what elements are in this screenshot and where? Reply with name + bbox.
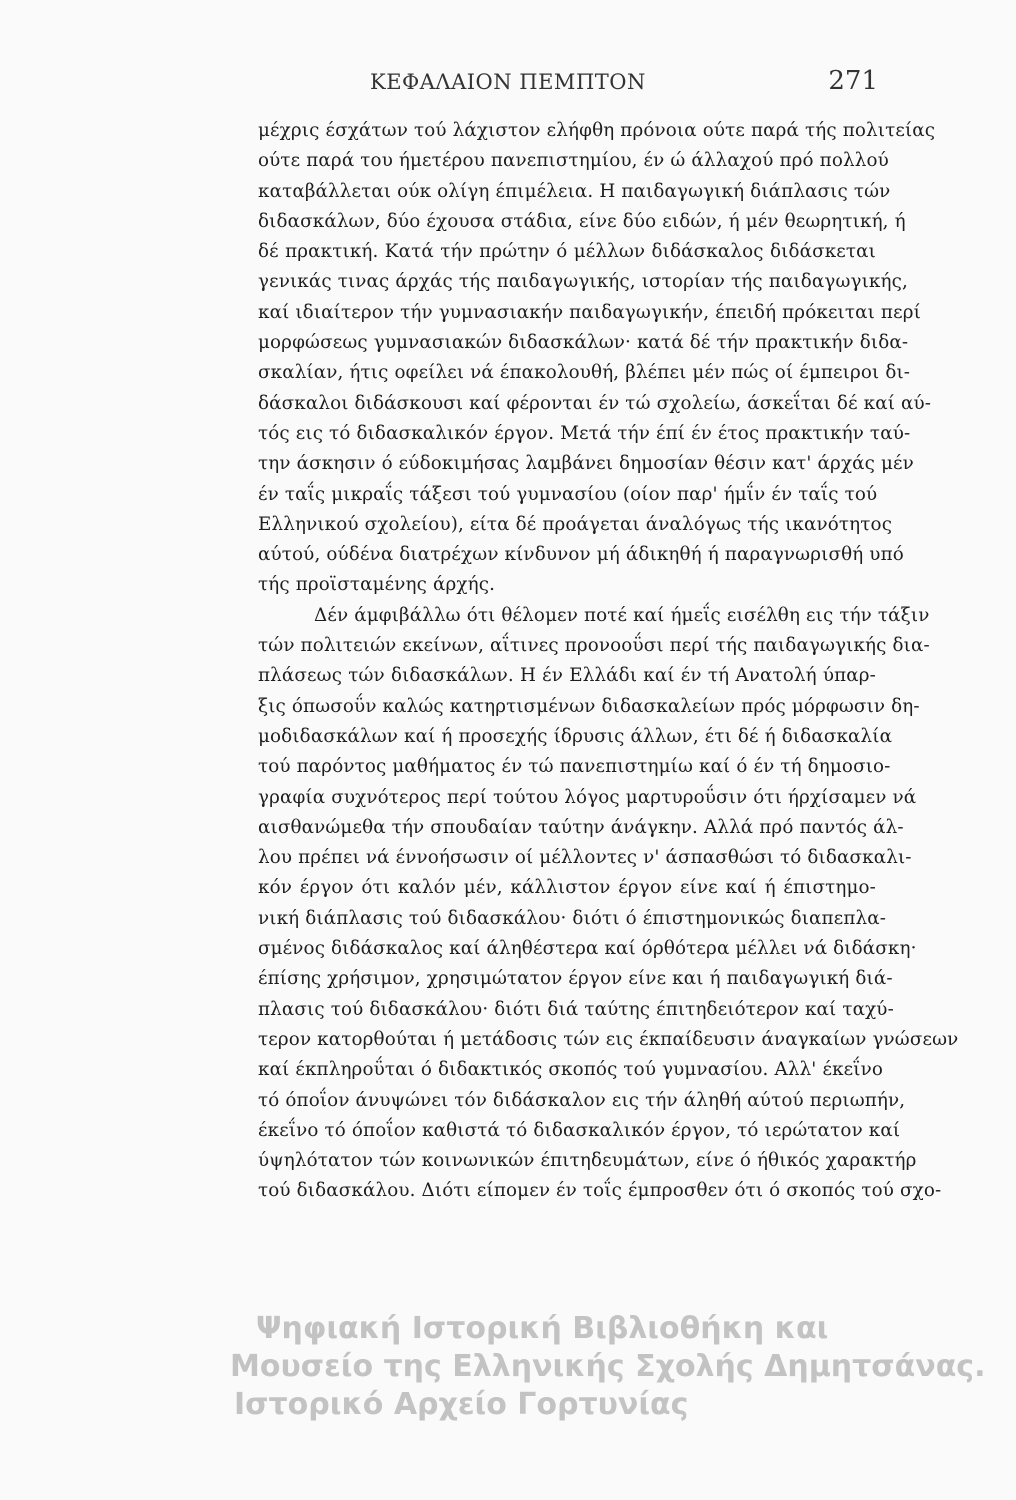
- text-line: αύτού, ούδένα διατρέχων κίνδυνον μή άδικηθή ή παραγνωρισθή υπό: [258, 544, 904, 566]
- text-line: γενικάς τινας άρχάς τής παιδαγωγικής, ιστορίαν τής παιδαγωγικής,: [258, 271, 908, 293]
- text-line: λου πρέπει νά έννοήσωσιν οί μέλλοντες ν' άσπασθώσι τό διδασκαλι-: [258, 847, 912, 869]
- text-line: σκαλίαν, ήτις οφείλει νά έπακολουθή, βλέπει μέν πώς οί έμπειροι δι-: [258, 362, 911, 384]
- text-line: καταβάλλεται ούκ ολίγη έπιμέλεια. Η παιδαγωγική διάπλασις τών: [258, 180, 891, 202]
- text-line: ξις όπωσοΰν καλώς κατηρτισμένων διδασκαλείων πρός μόρφωσιν δη-: [258, 695, 920, 717]
- page-number: 271: [828, 66, 878, 96]
- text-line: σμένος διδάσκαλος καί άληθέστερα καί όρθότερα μέλλει νά διδάσκη·: [258, 938, 917, 960]
- watermark-line: Ιστορικό Αρχείο Γορτυνίας: [234, 1387, 689, 1422]
- text-line: έν ταΐς μικραΐς τάξεσι τού γυμνασίου (οίον παρ' ήμΐν έν ταΐς τού: [258, 483, 878, 505]
- text-line: τερον κατορθούται ή μετάδοσις τών εις έκπαίδευσιν άναγκαίων γνώσεων: [258, 1028, 959, 1050]
- paragraph-start-line: Δέν άμφιβάλλω ότι θέλομεν ποτέ καί ήμεΐς εισέλθη εις τήν τάξιν: [314, 604, 930, 626]
- text-line: τών πολιτειών εκείνων, αΐτινες προνοοΰσι περί τής παιδαγωγικής δια-: [258, 635, 930, 657]
- text-line: πλασις τού διδασκάλου· διότι διά ταύτης έπιτηδειότερον καί ταχύ-: [258, 998, 894, 1020]
- text-line: έκεΐνο τό όποΐον καθιστά τό διδασκαλικόν έργον, τό ιερώτατον καί: [258, 1119, 901, 1141]
- text-line: δέ πρακτική. Κατά τήν πρώτην ό μέλλων διδάσκαλος διδάσκεται: [258, 241, 876, 263]
- text-line: αισθανώμεθα τήν σπουδαίαν ταύτην άνάγκην. Αλλά πρό παντός άλ-: [258, 816, 904, 838]
- library-watermark: [230, 1310, 990, 1424]
- text-line: δάσκαλοι διδάσκουσι καί φέρονται έν τώ σχολείω, άσκεΐται δέ καί αύ-: [258, 392, 932, 414]
- text-line: μορφώσεως γυμνασιακών διδασκάλων· κατά δέ τήν πρακτικήν διδα-: [258, 332, 909, 354]
- text-line: τού παρόντος μαθήματος έν τώ πανεπιστημίω καί ό έν τή δημοσιο-: [258, 756, 891, 778]
- text-line: ούτε παρά του ήμετέρου πανεπιστημίου, έν ώ άλλαχού πρό πολλού: [258, 150, 889, 172]
- text-line: διδασκάλων, δύο έχουσα στάδια, είνε δύο ειδών, ή μέν θεωρητική, ή: [258, 210, 906, 232]
- text-line: πλάσεως τών διδασκάλων. Η έν Ελλάδι καί έν τή Ανατολή ύπαρ-: [258, 665, 876, 687]
- text-line: γραφία συχνότερος περί τούτου λόγος μαρτυροΰσιν ότι ήρχίσαμεν νά: [258, 786, 917, 808]
- text-line: την άσκησιν ό εύδοκιμήσας λαμβάνει δημοσίαν θέσιν κατ' άρχάς μέν: [258, 453, 914, 475]
- paragraph-end-line: τής προϊσταμένης άρχής.: [258, 574, 496, 596]
- text-line: μοδιδασκάλων καί ή προσεχής ίδρυσις άλλων, έτι δέ ή διδασκαλία: [258, 725, 893, 747]
- chapter-title: ΚΕΦΑΛΑΙΟΝ ΠΕΜΠΤΟΝ: [370, 70, 646, 94]
- text-line: κόν έργον ότι καλόν μέν, κάλλιστον έργον είνε καί ή έπιστημο-: [258, 877, 876, 899]
- text-line: νική διάπλασις τού διδασκάλου· διότι ό έπιστημονικώς διαπεπλα-: [258, 907, 887, 929]
- running-head: [258, 66, 878, 106]
- watermark-line: Μουσείο της Ελληνικής Σχολής Δημητσάνας.: [230, 1349, 986, 1384]
- text-line: μέχρις έσχάτων τού λάχιστον ελήφθη πρόνοια ούτε παρά τής πολιτείας: [258, 120, 936, 141]
- text-line: τός εις τό διδασκαλικόν έργον. Μετά τήν έπί έν έτος πρακτικήν ταύ-: [258, 422, 911, 444]
- text-line: Ελληνικού σχολείου), είτα δέ προάγεται άναλόγως τής ικανότητος: [258, 513, 893, 535]
- body-text: [258, 116, 959, 1207]
- text-line: τό όποΐον άνυψώνει τόν διδάσκαλον εις τήν άληθή αύτού περιωπήν,: [258, 1089, 906, 1111]
- text-line: καί ιδιαίτερον τήν γυμνασιακήν παιδαγωγικήν, έπειδή πρόκειται περί: [258, 301, 921, 323]
- watermark-line: Ψηφιακή Ιστορική Βιβλιοθήκη και: [256, 1311, 829, 1346]
- text-line: καί έκπληροΰται ό διδακτικός σκοπός τού γυμνασίου. Αλλ' έκεΐνο: [258, 1059, 883, 1081]
- text-line: έπίσης χρήσιμον, χρησιμώτατον έργον είνε και ή παιδαγωγική διά-: [258, 968, 893, 990]
- text-line: τού διδασκάλου. Διότι είπομεν έν τοΐς έμπροσθεν ότι ό σκοπός τού σχο-: [258, 1180, 942, 1202]
- text-line: ύψηλότατον τών κοινωνικών έπιτηδευμάτων, είνε ό ήθικός χαρακτήρ: [258, 1150, 917, 1172]
